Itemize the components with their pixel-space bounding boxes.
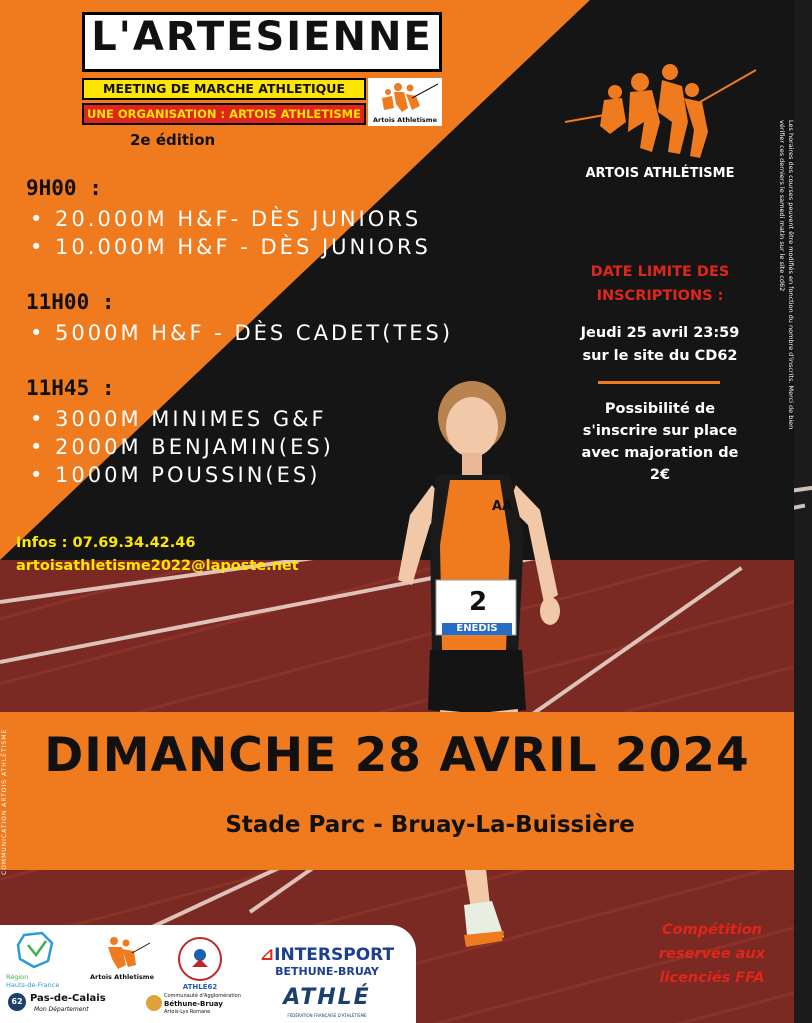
region-label: Région: [6, 973, 29, 981]
organization-banner: UNE ORGANISATION : ARTOIS ATHLETISME: [82, 103, 366, 125]
athle-logo: ATHLÉ: [283, 985, 371, 1010]
intersport-logo: [252, 945, 402, 965]
onsite-line: Possibilité de: [604, 401, 716, 417]
communication-credit: COMMUNICATION ARTOIS ATHLÉTISME: [1, 728, 8, 875]
onsite-line: s'inscrire sur place: [582, 423, 738, 439]
hauts-de-france-logo: [14, 931, 58, 969]
time-slot-11h45: 11H45 :: [26, 376, 115, 400]
intersport-location: BETHUNE-BRUAY: [275, 965, 379, 978]
deadline-title: [560, 260, 760, 308]
deadline-title-line: DATE LIMITE DES: [590, 264, 730, 280]
deadline-date: [555, 322, 765, 368]
schedule-event: • 3000M MINIMES G&F: [30, 407, 327, 431]
event-title: L'ARTESIENNE: [91, 14, 433, 60]
jersey-letters: AA: [492, 499, 513, 514]
edition-label: 2e édition: [130, 131, 216, 149]
community-line: Communauté d'Agglomération: [164, 993, 241, 999]
logo-caption: Artois Athletisme: [373, 116, 437, 124]
onsite-line: avec majoration de: [581, 445, 739, 461]
community-line: Artois-Lys Romane: [164, 1009, 211, 1015]
deadline-date-line: Jeudi 25 avril 23:59: [580, 325, 740, 341]
schedule-disclaimer: Les horaires des courses peuvent être modifiés en fonction du nombre d'inscrits. Merci de bien vérifier ces derniers le samedi matin sur le site cd62: [778, 120, 795, 430]
schedule-event: • 1000M POUSSIN(ES): [30, 463, 321, 487]
dept-subtitle: Mon Département: [34, 1006, 89, 1013]
athle62-label: ATHLÉ62: [182, 983, 218, 991]
onsite-registration-note: [560, 398, 760, 486]
schedule-event: • 2000M BENJAMIN(ES): [30, 435, 334, 459]
artois-footer-caption: Artois Athletisme: [90, 973, 154, 981]
intersport-mark-icon: ⊿: [259, 945, 275, 965]
community-line: Béthune-Bruay: [164, 1000, 223, 1008]
deadline-title-line: INSCRIPTIONS :: [596, 288, 724, 304]
competition-line: reservée aux: [658, 946, 766, 962]
schedule-event: • 5000M H&F - DÈS CADET(TES): [30, 321, 454, 345]
community-icon: [146, 995, 162, 1011]
email-link[interactable]: artoisathletisme2022@laposte.net: [16, 558, 299, 574]
time-slot-11h00: 11H00 :: [26, 290, 115, 314]
onsite-line: 2€: [649, 467, 671, 483]
dept-name: Pas-de-Calais: [30, 993, 106, 1004]
competition-line: licenciés FFA: [659, 970, 765, 986]
intersport-name: INTERSPORT: [274, 945, 395, 965]
phone-info: Infos : 07.69.34.42.46: [16, 535, 196, 551]
bib-number: 2: [468, 587, 488, 617]
runner-photo: [380, 375, 580, 965]
region-name: Hauts-de-France: [6, 981, 60, 989]
time-slot-9h00: 9H00 :: [26, 176, 102, 200]
artois-athletisme-logo: [368, 78, 442, 126]
bib-sponsor: ENEDIS: [456, 623, 498, 634]
schedule-event: • 20.000M H&F- DÈS JUNIORS: [30, 207, 422, 231]
schedule-event: • 10.000M H&F - DÈS JUNIORS: [30, 235, 431, 259]
competition-notice: [632, 918, 792, 990]
meeting-subtitle: MEETING DE MARCHE ATHLETIQUE: [82, 78, 366, 100]
athle62-logo: [178, 937, 222, 981]
event-venue: Stade Parc - Bruay-La-Buissière: [225, 812, 635, 838]
artois-athletisme-emblem: [560, 62, 760, 162]
deadline-date-line: sur le site du CD62: [582, 348, 738, 364]
competition-line: Compétition: [661, 922, 762, 938]
artois-logo-footer: [92, 935, 152, 971]
dept-number-badge: 62: [8, 993, 26, 1011]
ffa-label: FÉDÉRATION FRANÇAISE D'ATHLÉTISME: [287, 1013, 367, 1018]
emblem-label: ARTOIS ATHLÉTISME: [585, 166, 735, 181]
divider: [598, 381, 720, 384]
sponsors-panel: [0, 925, 416, 1023]
event-date: DIMANCHE 28 AVRIL 2024: [44, 728, 750, 783]
